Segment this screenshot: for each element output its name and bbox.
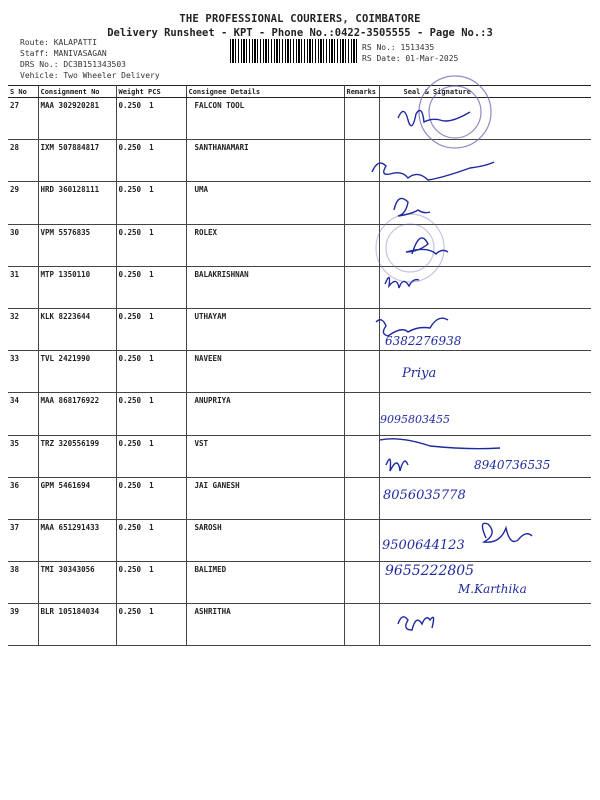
row-weight-pcs <box>116 393 186 435</box>
row-consignee: UMA <box>186 182 344 224</box>
runsheet-table <box>8 85 591 646</box>
meta-left <box>20 37 160 81</box>
row-consignment: TMI 30343056 <box>38 562 116 604</box>
table-row <box>8 477 591 519</box>
row-pcs: 1 <box>149 396 154 406</box>
row-sno: 33 <box>8 351 38 393</box>
row-weight: 0.250 <box>118 565 142 575</box>
row-pcs: 1 <box>149 438 154 448</box>
row-remarks <box>344 435 379 477</box>
row-consignment: MAA 651291433 <box>38 519 116 561</box>
handwritten-phone-38: 9655222805 <box>385 563 475 579</box>
row-pcs: 1 <box>149 185 154 195</box>
row-weight: 0.250 <box>118 522 142 532</box>
row-consignment: MAA 302920281 <box>38 98 116 140</box>
vehicle-text: Vehicle: Two Wheeler Delivery <box>20 71 160 80</box>
row-consignment: MTP 1350110 <box>38 266 116 308</box>
row-sno: 34 <box>8 393 38 435</box>
meta-right <box>362 42 458 64</box>
col-details: Consignee Details <box>186 86 344 98</box>
row-weight: 0.250 <box>118 480 142 490</box>
row-sno: 29 <box>8 182 38 224</box>
row-weight-pcs <box>116 140 186 182</box>
row-consignment: IXM 507884817 <box>38 140 116 182</box>
row-pcs: 1 <box>149 565 154 575</box>
handwritten-phone-35: 8940736535 <box>474 458 551 472</box>
row-seal <box>379 140 591 182</box>
col-consignment: Consignment No <box>38 86 116 98</box>
table-row <box>8 266 591 308</box>
row-remarks <box>344 477 379 519</box>
row-weight: 0.250 <box>118 607 142 617</box>
row-weight: 0.250 <box>118 438 142 448</box>
row-seal <box>379 266 591 308</box>
row-remarks <box>344 98 379 140</box>
col-seal: Seal & Signature <box>379 86 591 98</box>
row-seal <box>379 224 591 266</box>
row-weight-pcs <box>116 519 186 561</box>
row-remarks <box>344 182 379 224</box>
row-pcs: 1 <box>149 311 154 321</box>
row-consignment: TRZ 320556199 <box>38 435 116 477</box>
row-sno: 27 <box>8 98 38 140</box>
row-seal <box>379 98 591 140</box>
row-consignee: NAVEEN <box>186 351 344 393</box>
table-row <box>8 604 591 646</box>
row-weight: 0.250 <box>118 311 142 321</box>
row-weight-pcs <box>116 308 186 350</box>
drs-text: DRS No.: DC3B151343503 <box>20 60 126 69</box>
row-sno: 37 <box>8 519 38 561</box>
row-weight-pcs <box>116 435 186 477</box>
row-weight-pcs <box>116 562 186 604</box>
row-remarks <box>344 519 379 561</box>
col-weight: Weight <box>118 87 144 96</box>
row-remarks <box>344 393 379 435</box>
row-weight-pcs <box>116 182 186 224</box>
staff-text: Staff: MANIVASAGAN <box>20 49 107 58</box>
row-consignment: VPM 5576835 <box>38 224 116 266</box>
row-sno: 35 <box>8 435 38 477</box>
table-row <box>8 182 591 224</box>
row-pcs: 1 <box>149 480 154 490</box>
row-remarks <box>344 562 379 604</box>
table-row <box>8 140 591 182</box>
row-consignee: SAROSH <box>186 519 344 561</box>
row-weight-pcs <box>116 351 186 393</box>
route-text: Route: KALAPATTI <box>20 38 98 47</box>
row-consignee: UTHAYAM <box>186 308 344 350</box>
row-consignee: BALAKRISHNAN <box>186 266 344 308</box>
row-consignee: ANUPRIYA <box>186 393 344 435</box>
row-consignment: MAA 868176922 <box>38 393 116 435</box>
col-pcs: PCS <box>148 87 161 96</box>
row-sno: 38 <box>8 562 38 604</box>
table-row <box>8 351 591 393</box>
row-remarks <box>344 224 379 266</box>
rs-date-text: RS Date: 01-Mar-2025 <box>362 54 459 63</box>
row-consignment: KLK 8223644 <box>38 308 116 350</box>
barcode <box>230 39 358 63</box>
handwritten-name-38: M.Karthika <box>458 582 527 596</box>
row-consignment: GPM 5461694 <box>38 477 116 519</box>
row-consignee: FALCON TOOL <box>186 98 344 140</box>
col-sno: S No <box>8 86 38 98</box>
row-weight: 0.250 <box>118 269 142 279</box>
table-row <box>8 98 591 140</box>
row-consignee: SANTHANAMARI <box>186 140 344 182</box>
col-weight-pcs <box>116 86 186 98</box>
row-pcs: 1 <box>149 269 154 279</box>
table-row <box>8 308 591 350</box>
row-seal <box>379 604 591 646</box>
handwritten-name-34: Priya <box>402 366 437 381</box>
row-consignee: VST <box>186 435 344 477</box>
row-pcs: 1 <box>149 143 154 153</box>
row-sno: 39 <box>8 604 38 646</box>
row-remarks <box>344 308 379 350</box>
row-consignee: BALIMED <box>186 562 344 604</box>
row-sno: 36 <box>8 477 38 519</box>
row-remarks <box>344 351 379 393</box>
row-consignment: HRD 360128111 <box>38 182 116 224</box>
handwritten-phone-37: 9500644123 <box>382 538 465 553</box>
col-remarks: Remarks <box>344 86 379 98</box>
row-weight: 0.250 <box>118 185 142 195</box>
handwritten-phone-34: 9095803455 <box>380 413 450 426</box>
row-weight-pcs <box>116 604 186 646</box>
row-pcs: 1 <box>149 101 154 110</box>
row-seal <box>379 182 591 224</box>
table-row <box>8 224 591 266</box>
row-remarks <box>344 266 379 308</box>
row-pcs: 1 <box>149 227 154 237</box>
row-consignee: ASHRITHA <box>186 604 344 646</box>
row-consignee: JAI GANESH <box>186 477 344 519</box>
table-row <box>8 393 591 435</box>
rs-no-text: RS No.: 1513435 <box>362 43 435 52</box>
row-remarks <box>344 140 379 182</box>
row-consignment: TVL 2421990 <box>38 351 116 393</box>
row-weight: 0.250 <box>118 396 142 406</box>
table-row <box>8 519 591 561</box>
row-sno: 28 <box>8 140 38 182</box>
row-sno: 30 <box>8 224 38 266</box>
handwritten-phone-33: 6382276938 <box>385 334 462 348</box>
row-pcs: 1 <box>149 354 154 364</box>
row-weight-pcs <box>116 98 186 140</box>
row-consignee: ROLEX <box>186 224 344 266</box>
row-pcs: 1 <box>149 607 154 617</box>
row-weight: 0.250 <box>118 227 142 237</box>
row-weight: 0.250 <box>118 143 142 153</box>
row-weight-pcs <box>116 224 186 266</box>
table-header <box>8 86 591 98</box>
handwritten-phone-36: 8056035778 <box>383 488 466 503</box>
page-title: THE PROFESSIONAL COURIERS, COIMBATORE <box>179 13 421 25</box>
row-consignment: BLR 105184034 <box>38 604 116 646</box>
row-weight-pcs <box>116 266 186 308</box>
row-pcs: 1 <box>149 522 154 532</box>
row-weight-pcs <box>116 477 186 519</box>
row-remarks <box>344 604 379 646</box>
page-subtitle: Delivery Runsheet - KPT - Phone No.:0422-3505555 - Page No.:3 <box>107 27 493 39</box>
row-weight: 0.250 <box>118 101 142 110</box>
row-sno: 31 <box>8 266 38 308</box>
row-sno: 32 <box>8 308 38 350</box>
row-weight: 0.250 <box>118 354 142 364</box>
